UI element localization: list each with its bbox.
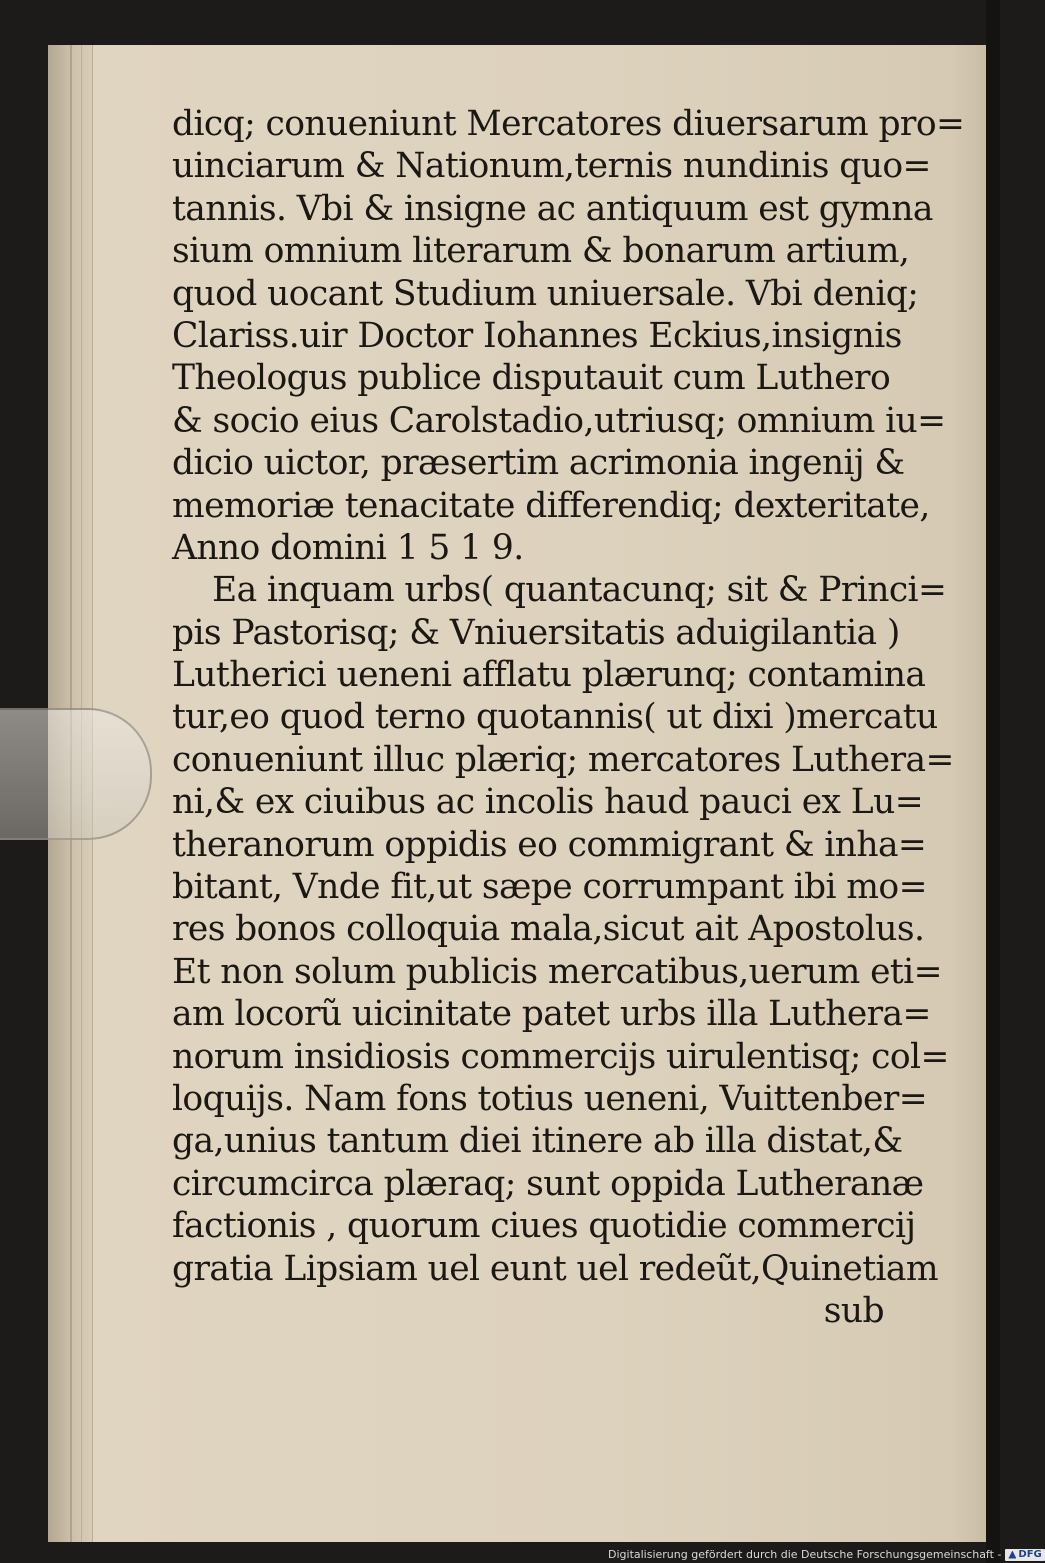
text-line: dicio uictor, præsertim acrimonia ingenij & bbox=[172, 443, 905, 484]
text-line: circumcirca plæraq; sunt oppida Lutheranæ bbox=[172, 1163, 924, 1204]
text-line: memoriæ tenacitate differendiq; dexteritate, bbox=[172, 485, 930, 526]
text-line: Theologus publice disputauit cum Luthero bbox=[172, 358, 891, 399]
text-line: quod uocant Studium uniuersale. Vbi deniq; bbox=[172, 273, 919, 314]
text-line: norum insidiosis commercijs uirulentisq; col= bbox=[172, 1036, 949, 1077]
text-line: loquijs. Nam fons totius ueneni, Vuittenber= bbox=[172, 1078, 928, 1119]
text-line: Lutherici ueneni afflatu plærunq; contamina bbox=[172, 655, 926, 696]
text-line: bitant, Vnde fit,ut sæpe corrumpant ibi mo= bbox=[172, 867, 927, 908]
page-text bbox=[172, 103, 965, 1332]
catchword: sub bbox=[823, 1290, 884, 1331]
text-line: ni,& ex ciuibus ac incolis haud pauci ex Lu= bbox=[172, 782, 923, 823]
credit-text: Digitalisierung gefördert durch die Deutsche Forschungsgemeinschaft - bbox=[608, 1548, 1002, 1561]
text-line: gratia Lipsiam uel eunt uel redeũt,Quinetiam bbox=[172, 1248, 938, 1289]
text-line: conueniunt illuc plæriq; mercatores Luthera= bbox=[172, 739, 954, 780]
text-line-date: Anno domini 1 5 1 9. bbox=[172, 527, 524, 568]
text-line: pis Pastorisq; & Vniuersitatis aduigilantia ) bbox=[172, 612, 900, 653]
scan-border-right bbox=[986, 0, 1000, 1563]
page-clip-holder bbox=[0, 708, 152, 840]
text-line: theranorum oppidis eo commigrant & inha= bbox=[172, 824, 927, 865]
text-line: factionis , quorum ciues quotidie commercij bbox=[172, 1206, 916, 1247]
text-line: uinciarum & Nationum,ternis nundinis quo= bbox=[172, 146, 931, 187]
dfg-logo bbox=[1005, 1549, 1044, 1561]
text-line: Ea inquam urbs( quantacunq; sit & Princi= bbox=[212, 570, 947, 611]
text-line: dicq; conueniunt Mercatores diuersarum pro= bbox=[172, 104, 965, 144]
text-line: & socio eius Carolstadio,utriusq; omnium iu= bbox=[172, 400, 946, 441]
digitization-credit bbox=[608, 1546, 1045, 1563]
text-line: res bonos colloquia mala,sicut ait Apostolus. bbox=[172, 909, 925, 950]
text-line: Clariss.uir Doctor Iohannes Eckius,insignis bbox=[172, 315, 902, 356]
dfg-logo-icon bbox=[1008, 1551, 1016, 1559]
text-line: sium omnium literarum & bonarum artium, bbox=[172, 231, 910, 272]
text-line: tannis. Vbi & insigne ac antiquum est gymna bbox=[172, 188, 933, 229]
text-line: ga,unius tantum diei itinere ab illa distat,& bbox=[172, 1121, 903, 1162]
dfg-logo-text: DFG bbox=[1018, 1549, 1042, 1560]
text-line: Et non solum publicis mercatibus,uerum eti= bbox=[172, 951, 942, 992]
text-line: tur,eo quod terno quotannis( ut dixi )mercatu bbox=[172, 697, 938, 738]
text-line: am locorũ uicinitate patet urbs illa Luthera= bbox=[172, 994, 931, 1035]
